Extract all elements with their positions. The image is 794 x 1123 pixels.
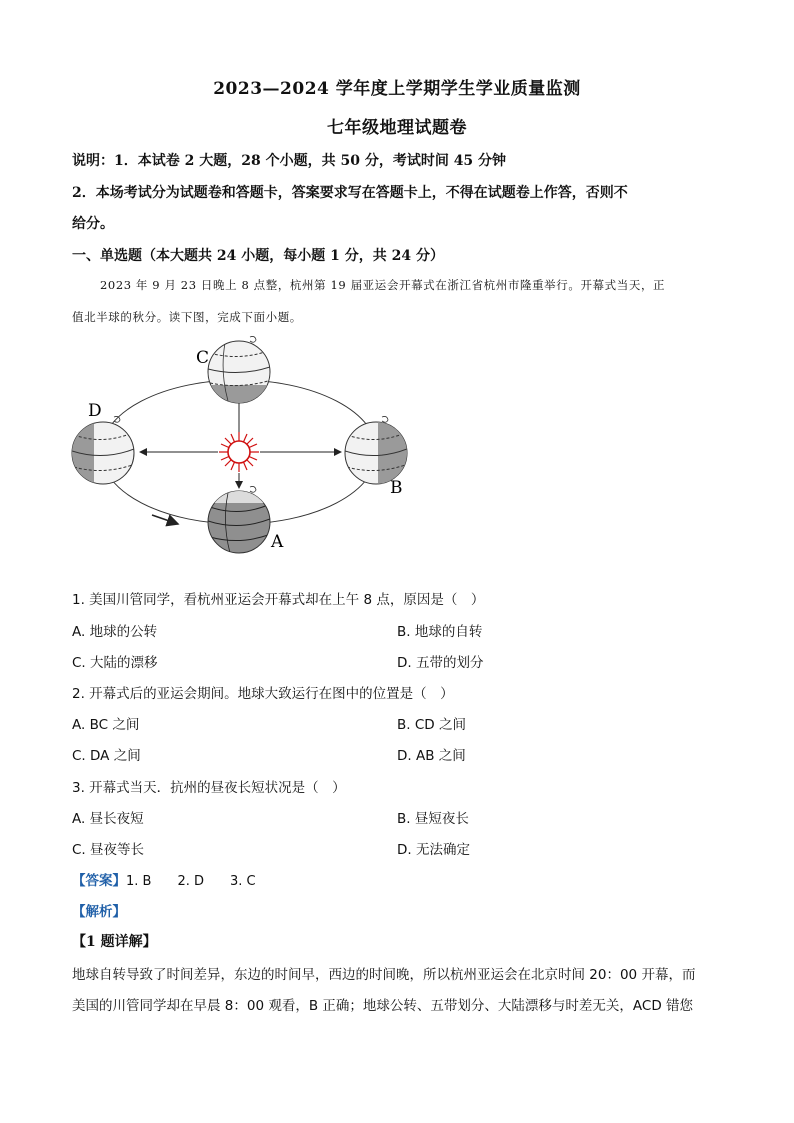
intro-line-1: 2023 年 9 月 23 日晚上 8 点整，杭州第 19 届亚运会开幕式在浙江省杭州市隆重举行。开幕式当天，正 xyxy=(100,278,666,292)
question-2-option-a: A. BC 之间 xyxy=(72,717,140,733)
answer-tag: 【答案】 xyxy=(72,873,126,889)
question-3-stem: 3. 开幕式当天．抗州的昼夜长短状况是（ ） xyxy=(72,780,346,796)
page-subtitle: 七年级地理试题卷 xyxy=(327,118,467,138)
intro-line-2: 值北半球的秋分。读下图，完成下面小题。 xyxy=(72,310,302,324)
earth-orbit-diagram xyxy=(60,335,420,560)
question-1-option-c: C. 大陆的漂移 xyxy=(72,655,158,671)
section-heading: 一、单选题（本大题共 24 小题，每小题 1 分，共 24 分） xyxy=(72,248,444,264)
label-a: A xyxy=(271,532,284,552)
earth-position-a xyxy=(208,486,270,553)
question-2-option-d: D. AB 之间 xyxy=(397,748,466,764)
sun-icon xyxy=(219,432,259,472)
question-1-option-d: D. 五带的划分 xyxy=(397,655,484,671)
question-1-option-b: B. 地球的自转 xyxy=(397,624,483,640)
page-title: 2023—2024 学年度上学期学生学业质量监测 xyxy=(213,79,581,99)
notes-line-2: 2．本场考试分为试题卷和答题卡，答案要求写在答题卡上，不得在试题卷上作答，否则不 xyxy=(72,185,628,201)
label-d: D xyxy=(88,401,102,421)
analysis-detail-tag: 【1 题详解】 xyxy=(72,934,157,950)
question-2-stem: 2. 开幕式后的亚运会期间。地球大致运行在图中的位置是（ ） xyxy=(72,686,454,702)
analysis-line-1: 地球自转导致了时间差异，东边的时间早，西边的时间晚，所以杭州亚运会在北京时间 20：00 开幕，而 xyxy=(72,967,696,983)
analysis-line-2: 美国的川管同学却在早晨 8：00 观看，B 正确；地球公转、五带划分、大陆漂移与时差无关，ACD 错您 xyxy=(72,998,694,1014)
question-2-option-b: B. CD 之间 xyxy=(397,717,466,733)
earth-position-b xyxy=(345,416,408,484)
question-3-option-c: C. 昼夜等长 xyxy=(72,842,145,858)
question-2-option-c: C. DA 之间 xyxy=(72,748,141,764)
question-3-option-d: D. 无法确定 xyxy=(397,842,470,858)
notes-line-3: 给分。 xyxy=(72,216,114,232)
label-c: C xyxy=(196,348,210,368)
question-3-option-b: B. 昼短夜长 xyxy=(397,811,469,827)
orbit-direction-arrow xyxy=(152,515,178,524)
notes-line-1: 说明：1．本试卷 2 大题，28 个小题，共 50 分，考试时间 45 分钟 xyxy=(72,153,507,169)
label-b: B xyxy=(390,478,403,498)
answer-row xyxy=(72,869,256,889)
question-3-option-a: A. 昼长夜短 xyxy=(72,811,144,827)
answer-values: 1. B 2. D 3. C xyxy=(126,874,256,889)
question-1-option-a: A. 地球的公转 xyxy=(72,624,158,640)
earth-position-d xyxy=(72,416,134,484)
question-1-stem: 1. 美国川管同学，看杭州亚运会开幕式却在上午 8 点，原因是（ ） xyxy=(72,592,485,608)
analysis-tag: 【解析】 xyxy=(72,904,126,920)
earth-position-c xyxy=(208,336,270,405)
